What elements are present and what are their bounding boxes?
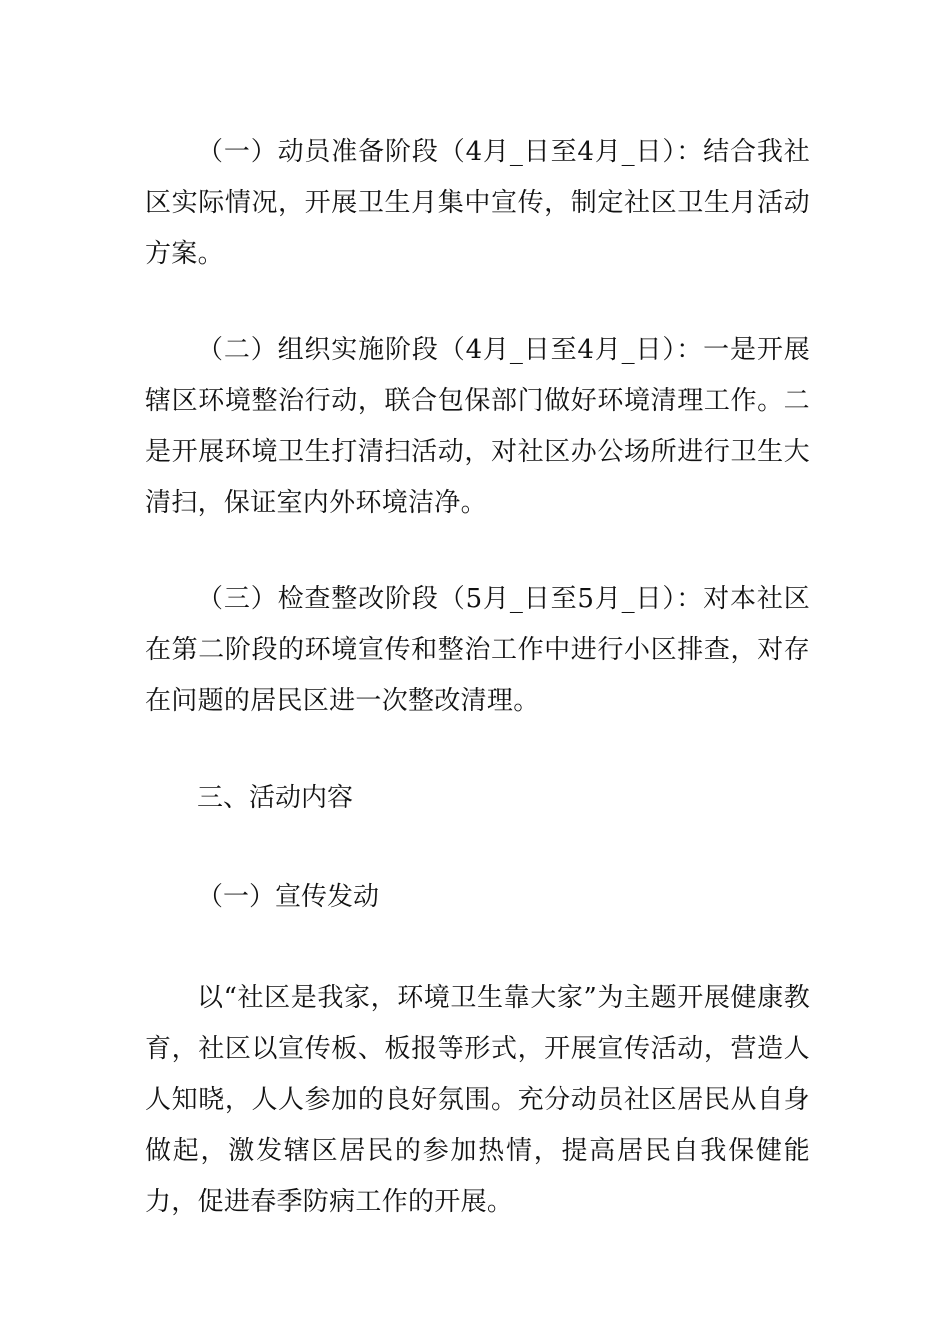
- paragraph-inspection-stage: （三）检查整改阶段（5月_日至5月_日）：对本社区在第二阶段的环境宣传和整治工作中进行小区排查，对存在问题的居民区进一次整改清理。: [145, 584, 810, 716]
- paragraph-publicity: 以“社区是我家，环境卫生靠大家”为主题开展健康教育，社区以宣传板、板报等形式，开展宣传活动，营造人人知晓，人人参加的良好氛围。充分动员社区居民从自身做起，激发辖区居民的参加热情，提高居民自我保健能力，促进春季防病工作的开展。: [145, 983, 810, 1217]
- subheading-publicity: （一）宣传发动: [197, 882, 380, 912]
- paragraph-implementation-stage: （二）组织实施阶段（4月_日至4月_日）：一是开展辖区环境整治行动，联合包保部门做好环境清理工作。二是开展环境卫生打清扫活动，对社区办公场所进行卫生大清扫，保证室内外环境洁净。: [145, 335, 810, 518]
- paragraph-mobilization-stage: （一）动员准备阶段（4月_日至4月_日）：结合我社区实际情况，开展卫生月集中宣传，制定社区卫生月活动方案。: [145, 137, 810, 269]
- section-heading-activity-content: 三、活动内容: [197, 783, 354, 813]
